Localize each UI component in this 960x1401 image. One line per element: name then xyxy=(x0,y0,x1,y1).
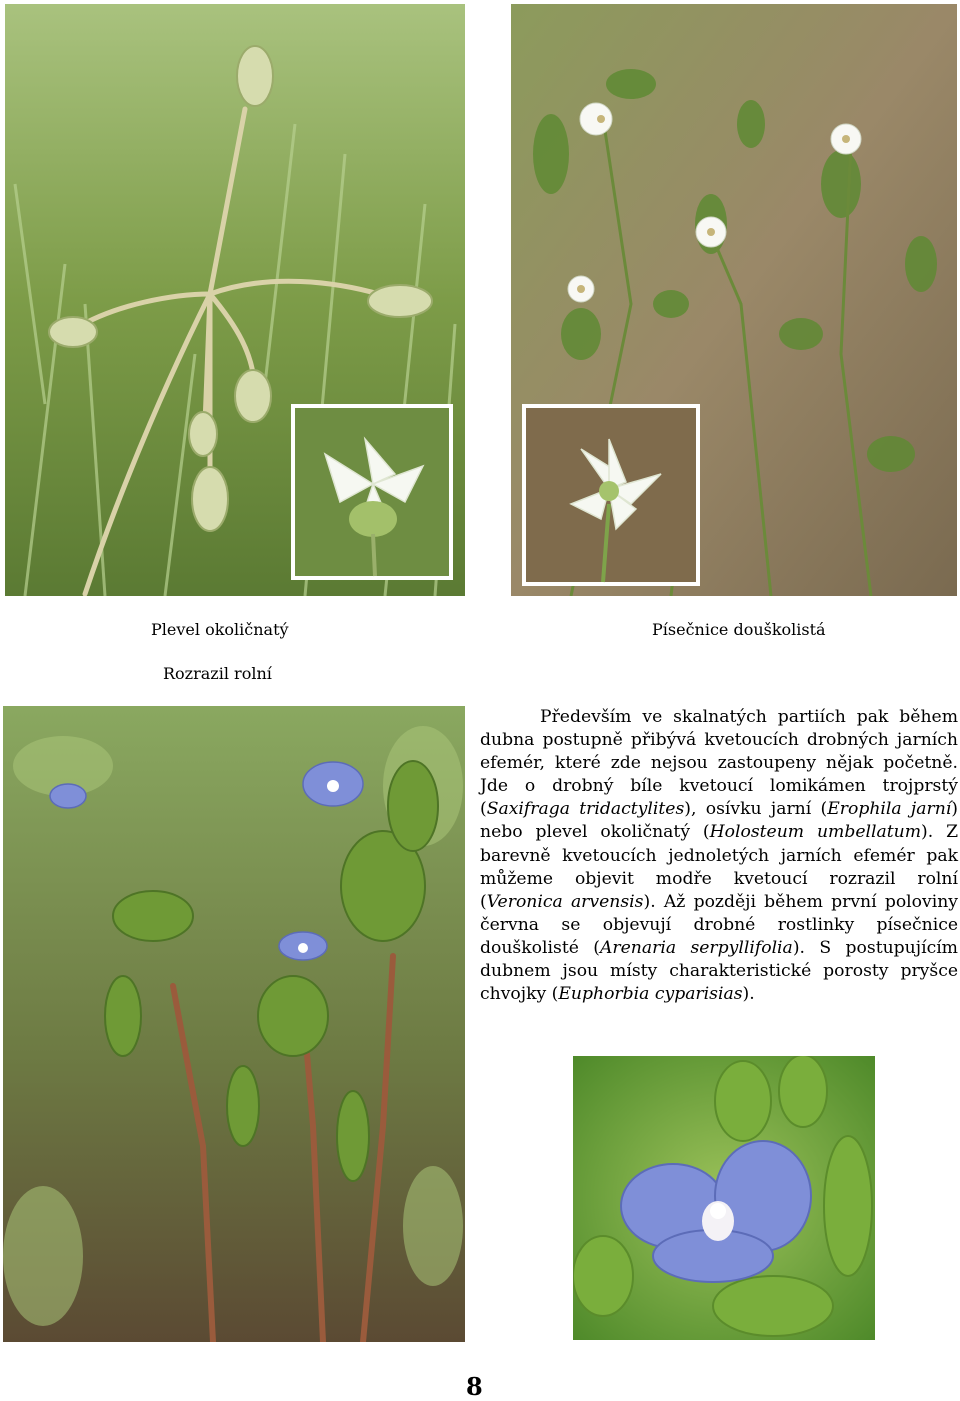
text-segment: ) nebo plevel okoličnatý ( xyxy=(480,799,958,843)
species-name: Arenaria serpyllifolia xyxy=(599,937,793,958)
caption-veronica: Rozrazil rolní xyxy=(163,664,272,683)
species-name: Erophila jarní xyxy=(827,799,952,820)
photo-holosteum xyxy=(5,4,465,596)
text-segment: ). Až později během první poloviny června se objevují drobné rostlinky písečnice douškolisté ( xyxy=(480,891,958,958)
photo-veronica xyxy=(3,706,465,1342)
article-paragraph xyxy=(480,706,958,1006)
page-number: 8 xyxy=(466,1372,483,1401)
photo-arenaria xyxy=(511,4,957,596)
text-segment: ). Z barevně kvetoucích jednoletých jarních efemér pak můžeme objevit modře kvetoucí rozrazil rolní ( xyxy=(480,822,959,912)
text-segment: ). S postupujícím dubnem jsou místy charakteristické porosty pryšce chvojky ( xyxy=(480,937,958,1005)
species-name: Holosteum umbellatum xyxy=(709,822,922,843)
article-text xyxy=(480,706,958,1006)
photo-veronica-closeup xyxy=(573,1056,875,1340)
text-segment: ), osívku jarní ( xyxy=(684,799,828,820)
species-name: Veronica arvensis xyxy=(486,891,644,912)
species-name: Saxifraga tridactylites xyxy=(486,799,685,820)
text-segment: Především ve skalnatých partiích pak během dubna postupně přibývá kvetoucích drobných jarních efemér, které zde nejsou zastoupeny nějak početně. Jde o drobný bíle kvetoucí lomikámen trojprstý ( xyxy=(480,707,958,820)
caption-arenaria: Písečnice douškolistá xyxy=(652,620,826,639)
caption-holosteum: Plevel okoličnatý xyxy=(151,620,289,639)
species-name: Euphorbia cyparisias xyxy=(558,984,743,1005)
text-segment: ). xyxy=(742,984,755,1005)
